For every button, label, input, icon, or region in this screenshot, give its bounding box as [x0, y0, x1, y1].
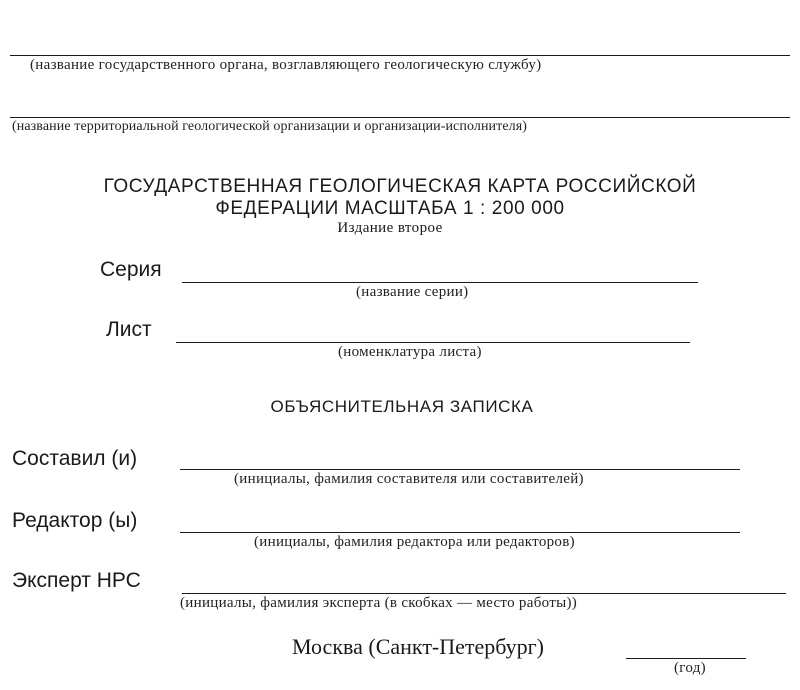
map-title-line1: ГОСУДАРСТВЕННАЯ ГЕОЛОГИЧЕСКАЯ КАРТА РОССИЙСКОЙ [103, 176, 697, 197]
map-title-line2: ФЕДЕРАЦИИ МАСШТАБА 1 : 200 000 [215, 198, 565, 219]
compiler-label: Составил (и) [12, 447, 138, 470]
state-body-caption: (название государственного органа, возглавляющего геологическую службу) [30, 57, 542, 73]
editor-label: Редактор (ы) [12, 509, 138, 532]
state-body-line [10, 55, 790, 56]
series-caption: (название серии) [356, 284, 469, 300]
compiler-caption: (инициалы, фамилия составителя или составителей) [234, 471, 584, 487]
expert-line[interactable] [182, 593, 786, 594]
territorial-org-caption: (название территориальной геологической организации и организации-исполнителя) [12, 119, 528, 134]
series-label: Серия [100, 258, 162, 281]
year-caption: (год) [674, 660, 706, 676]
sheet-label: Лист [106, 318, 152, 341]
expert-label: Эксперт НРС [12, 569, 141, 592]
year-line[interactable] [626, 658, 746, 659]
territorial-org-line [10, 117, 790, 118]
editor-line[interactable] [180, 532, 740, 533]
edition-note: Издание второе [337, 220, 443, 236]
publication-city: Москва (Санкт-Петербург) [292, 634, 544, 659]
explanatory-note-title: ОБЪЯСНИТЕЛЬНАЯ ЗАПИСКА [270, 397, 534, 416]
sheet-line[interactable] [176, 342, 690, 343]
editor-caption: (инициалы, фамилия редактора или редакторов) [254, 534, 575, 550]
expert-caption: (инициалы, фамилия эксперта (в скобках — место работы)) [180, 595, 578, 611]
series-line[interactable] [182, 282, 698, 283]
compiler-line[interactable] [180, 469, 740, 470]
sheet-caption: (номенклатура листа) [338, 344, 482, 360]
